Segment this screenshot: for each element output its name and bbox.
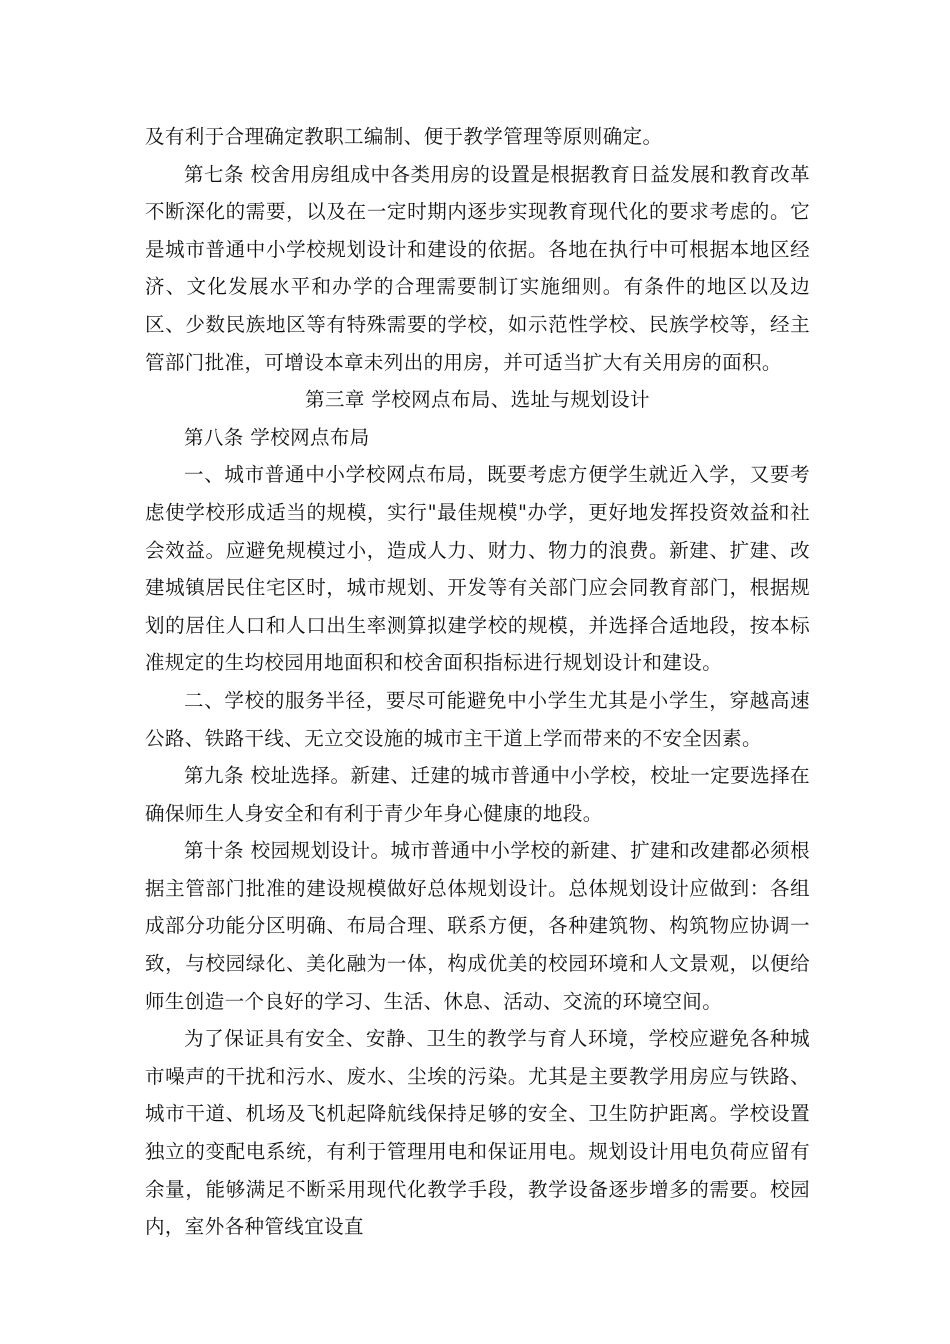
article-8-heading: 第八条 学校网点布局 bbox=[184, 425, 370, 449]
paragraph-article-9: 第九条 校址选择。新建、迁建的城市普通中小学校，校址一定要选择在确保师生人身安全和有利于青少年身心健康的地段。 bbox=[145, 764, 810, 825]
paragraph-article-7: 第七条 校舍用房组成中各类用房的设置是根据教育日益发展和教育改革不断深化的需要，以及在一定时期内逐步实现教育现代化的要求考虑的。它是城市普通中小学校规划设计和建设的依据。各地在执行中可根据本地区经济、文化发展水平和办学的合理需要制订实施细则。有条件的地区以及边区、少数民族地区等有特殊需要的学校，如示范性学校、民族学校等，经主管部门批准，可增设本章未列出的用房，并可适当扩大有关用房的面积。 bbox=[145, 162, 810, 374]
chapter-heading: 第三章 学校网点布局、选址与规划设计 bbox=[305, 388, 650, 412]
paragraph-article-8-item-2: 二、学校的服务半径，要尽可能避免中小学生尤其是小学生，穿越高速公路、铁路干线、无立交设施的城市主干道上学而带来的不安全因素。 bbox=[145, 688, 810, 750]
paragraph-article-10: 第十条 校园规划设计。城市普通中小学校的新建、扩建和改建都必须根据主管部门批准的建设规模做好总体规划设计。总体规划设计应做到：各组成部分功能分区明确、布局合理、联系方便，各种建筑物、构筑物应协调一致，与校园绿化、美化融为一体，构成优美的校园环境和人文景观，以便给师生创造一个良好的学习、生活、休息、活动、交流的环境空间。 bbox=[145, 839, 810, 1013]
paragraph-article-8-item-1: 一、城市普通中小学校网点布局，既要考虑方便学生就近入学，又要考虑使学校形成适当的规模，实行"最佳规模"办学，更好地发挥投资效益和社会效益。应避免规模过小，造成人力、财力、物力的浪费。新建、扩建、改建城镇居民住宅区时，城市规划、开发等有关部门应会同教育部门，根据规划的居住人口和人口出生率测算拟建学校的规模，并选择合适地段，按本标准规定的生均校园用地面积和校舍面积指标进行规划设计和建设。 bbox=[145, 463, 810, 675]
paragraph-environment: 为了保证具有安全、安静、卫生的教学与育人环境，学校应避免各种城市噪声的干扰和污水、废水、尘埃的污染。尤其是主要教学用房应与铁路、城市干道、机场及飞机起降航线保持足够的安全、卫生防护距离。学校设置独立的变配电系统，有利于管理用电和保证用电。规划设计用电负荷应留有余量，能够满足不断采用现代化教学手段，教学设备逐步增多的需要。校园内，室外各种管线宜设直 bbox=[145, 1027, 810, 1239]
paragraph-continuation: 及有利于合理确定教职工编制、便于教学管理等原则确定。 bbox=[145, 125, 663, 148]
document-body bbox=[145, 118, 810, 1246]
